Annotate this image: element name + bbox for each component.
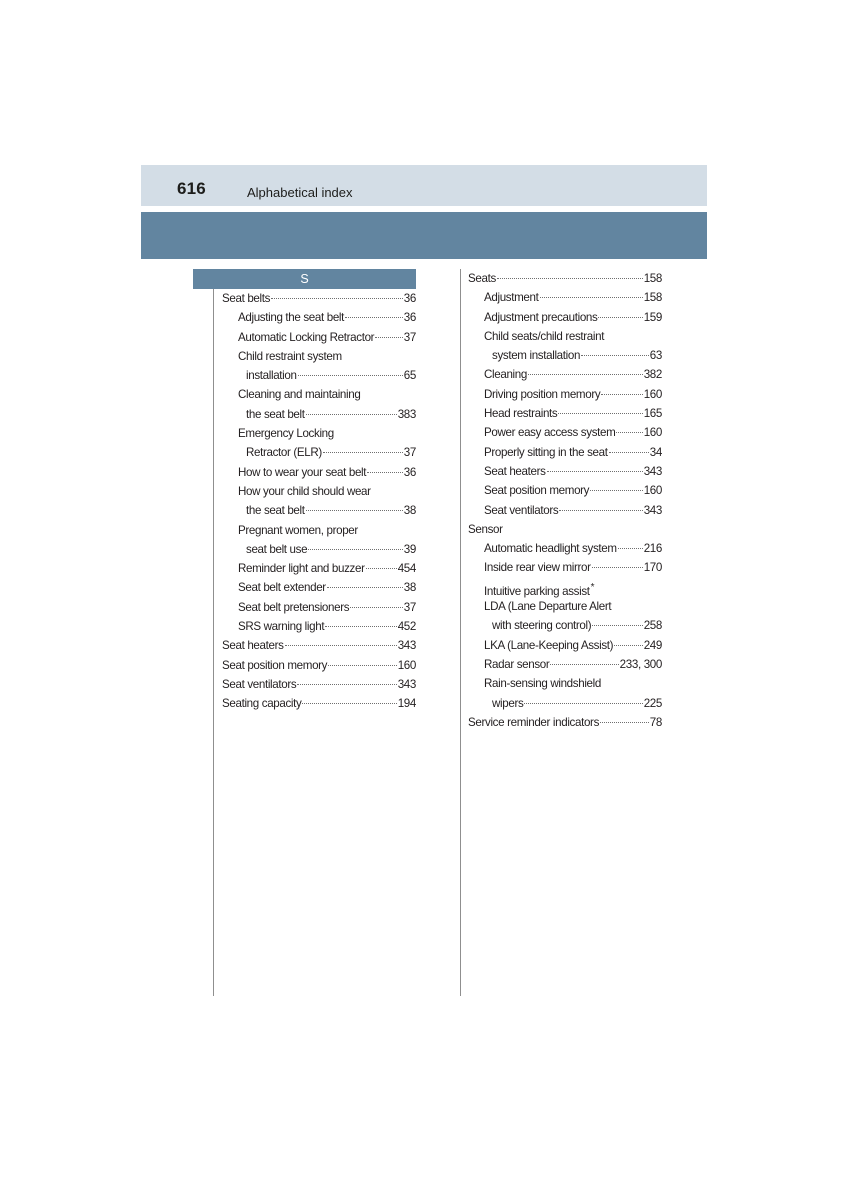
index-entry-page: 36 (403, 311, 416, 325)
dot-leader (618, 548, 643, 549)
right-column-rule (460, 269, 461, 996)
index-entry-text: Head restraints (484, 407, 558, 421)
index-entry-text: wipers (492, 696, 524, 710)
dot-leader (297, 684, 396, 685)
index-entry (222, 578, 416, 597)
dot-leader (367, 472, 403, 473)
index-entry-text: seat belt use (246, 542, 308, 556)
dot-leader (540, 297, 643, 298)
index-entry (468, 327, 662, 346)
index-entry-page: 34 (649, 445, 662, 459)
index-entry-text: Driving position memory (484, 387, 601, 401)
dot-leader (325, 626, 397, 627)
index-entry-text: Power easy access system (484, 426, 616, 440)
index-entry (222, 656, 416, 675)
index-entry (468, 269, 662, 288)
index-entry (222, 675, 416, 694)
index-entry-text: Pregnant women, proper (238, 523, 358, 537)
index-entry-text: Adjustment (484, 291, 539, 305)
index-entry-text: Automatic Locking Retractor (238, 330, 375, 344)
index-entry (468, 385, 662, 404)
index-entry-text: Seat belts (222, 292, 271, 305)
index-entry-text: Rain-sensing windshield (484, 677, 601, 691)
index-entry-page: 160 (397, 658, 416, 672)
index-entry (222, 636, 416, 655)
index-entry (468, 539, 662, 558)
index-entry-page: 343 (397, 677, 416, 691)
index-entry-text: LKA (Lane-Keeping Assist) (484, 638, 614, 652)
dot-leader (306, 414, 397, 415)
index-entry-text: Seating capacity (222, 697, 302, 711)
index-entry-text: system installation (492, 349, 581, 363)
dot-leader (323, 452, 403, 453)
index-entry-page: 194 (397, 697, 416, 711)
index-entry-text: LDA (Lane Departure Alert (484, 600, 612, 614)
index-entry (468, 655, 662, 674)
index-entry-page: 343 (643, 503, 662, 517)
dot-leader (598, 317, 642, 318)
index-entry (468, 597, 662, 616)
dot-leader (558, 413, 642, 414)
index-entry-text: with steering control) (492, 619, 592, 633)
index-entry-page: 39 (403, 542, 416, 556)
dot-leader (592, 625, 642, 626)
index-column-right (468, 269, 662, 732)
index-entry (468, 462, 662, 481)
index-entry (468, 501, 662, 520)
dot-leader (590, 490, 643, 491)
index-entry (468, 443, 662, 462)
index-entry-text: Seat ventilators (484, 503, 559, 517)
index-entry (222, 308, 416, 327)
index-entry (468, 288, 662, 307)
dot-leader (497, 278, 643, 279)
left-column-rule (213, 289, 214, 996)
index-entry (222, 559, 416, 578)
index-entry-text: Properly sitting in the seat (484, 445, 608, 459)
index-entry (222, 540, 416, 559)
index-entry-text: Seat heaters (222, 639, 284, 653)
dot-leader (547, 471, 643, 472)
index-entry (222, 694, 416, 713)
index-entry-text: Child seats/child restraint (484, 329, 605, 343)
dot-leader (375, 337, 403, 338)
index-entry-text: Seat position memory (222, 658, 328, 672)
dot-leader (601, 394, 642, 395)
index-entry-page: 160 (643, 426, 662, 440)
index-entry (468, 423, 662, 442)
dot-leader (600, 722, 649, 723)
dot-leader (271, 298, 403, 299)
index-entry-text: Service reminder indicators (468, 715, 600, 729)
index-entry-page: 38 (403, 581, 416, 595)
index-entry-text: Seat position memory (484, 484, 590, 498)
dot-leader (366, 568, 397, 569)
index-entry-page: 233, 300 (619, 657, 662, 671)
index-entry (222, 521, 416, 540)
dot-leader (302, 703, 396, 704)
dot-leader (345, 317, 403, 318)
index-entry (222, 385, 416, 404)
index-entry (468, 404, 662, 423)
index-entry (222, 501, 416, 520)
dot-leader (350, 607, 403, 608)
page-number: 616 (177, 179, 206, 198)
index-entry-text: installation (246, 369, 297, 383)
index-entry-page: 382 (643, 368, 662, 382)
dot-leader (298, 375, 403, 376)
index-entry (222, 424, 416, 443)
index-entry-text: Seat ventilators (222, 677, 297, 691)
page-header (141, 165, 707, 206)
index-entry-page: 65 (403, 369, 416, 383)
dot-leader (306, 510, 403, 511)
index-entry-text: Adjustment precautions (484, 310, 598, 324)
index-entry-text: Intuitive parking assist (484, 584, 590, 598)
index-entry-text: How your child should wear (238, 484, 371, 498)
dot-leader (592, 567, 643, 568)
dot-leader (614, 645, 643, 646)
index-entry (222, 598, 416, 617)
index-entry-text: Emergency Locking (238, 427, 334, 441)
index-entry (468, 520, 662, 539)
index-entry-page: 158 (643, 291, 662, 305)
index-entry-text: Adjusting the seat belt (238, 311, 345, 325)
index-entry-page: 160 (643, 387, 662, 401)
dot-leader (327, 587, 403, 588)
index-entry-text: Automatic headlight system (484, 542, 617, 556)
index-entry (222, 482, 416, 501)
dot-leader (581, 355, 649, 356)
index-entry-text: the seat belt (246, 407, 305, 421)
index-entry-page: 343 (643, 464, 662, 478)
index-entry (468, 365, 662, 384)
index-entry-page: 37 (403, 330, 416, 344)
dot-leader (285, 645, 397, 646)
section-letter-heading: S (193, 269, 416, 289)
index-entry (222, 405, 416, 424)
index-entry-text: Inside rear view mirror (484, 561, 591, 575)
index-entry (222, 463, 416, 482)
index-entry-text: Cleaning (484, 368, 527, 382)
index-entry-page: 63 (649, 349, 662, 363)
index-entry (468, 636, 662, 655)
index-entry-page: 36 (403, 465, 416, 479)
index-entry-page: 37 (403, 446, 416, 460)
index-entry-page: 452 (397, 620, 416, 634)
index-entry-page: 165 (643, 407, 662, 421)
index-entry-page: 158 (643, 272, 662, 285)
index-entry (468, 481, 662, 500)
index-entry-page: 216 (643, 542, 662, 556)
index-entry (468, 713, 662, 732)
index-entry-text: Seat belt extender (238, 581, 326, 595)
index-entry (468, 674, 662, 693)
index-entry-page: 78 (649, 715, 662, 729)
index-entry-text: Seats (468, 272, 496, 285)
index-entry (468, 578, 662, 597)
dot-leader (524, 703, 642, 704)
index-entry-text: Cleaning and maintaining (238, 388, 361, 402)
index-entry-page: 258 (643, 619, 662, 633)
index-entry (222, 328, 416, 347)
index-entry (468, 616, 662, 635)
index-entry-page: 383 (397, 407, 416, 421)
index-entry-page: 37 (403, 600, 416, 614)
index-entry-text: How to wear your seat belt (238, 465, 367, 479)
index-entry-page: 38 (403, 504, 416, 518)
index-entry-page: 249 (643, 638, 662, 652)
index-entry (222, 289, 416, 308)
dot-leader (559, 510, 642, 511)
index-entry-text: SRS warning light (238, 620, 325, 634)
index-entry (222, 617, 416, 636)
index-entry (222, 347, 416, 366)
index-entry-text: Sensor (468, 522, 503, 536)
index-entry (468, 558, 662, 577)
index-entry (468, 694, 662, 713)
index-entry-text: Seat heaters (484, 464, 546, 478)
index-entry-page: 36 (403, 292, 416, 305)
dot-leader (328, 665, 397, 666)
dot-leader (308, 549, 403, 550)
header-band (141, 212, 707, 259)
footnote-mark: * (590, 581, 595, 593)
index-entry-page: 159 (643, 310, 662, 324)
index-entry-page: 160 (643, 484, 662, 498)
index-entry-text: Seat belt pretensioners (238, 600, 350, 614)
index-entry-page: 225 (643, 696, 662, 710)
index-entry-page: 170 (643, 561, 662, 575)
header-title: Alphabetical index (247, 185, 353, 200)
index-entry-text: the seat belt (246, 504, 305, 518)
index-entry (468, 346, 662, 365)
index-entry-page: 343 (397, 639, 416, 653)
index-entry-page: 454 (397, 562, 416, 576)
index-entry-text: Retractor (ELR) (246, 446, 322, 460)
index-column-left (222, 289, 416, 714)
dot-leader (528, 374, 643, 375)
dot-leader (550, 664, 618, 665)
index-entry (468, 308, 662, 327)
dot-leader (609, 452, 649, 453)
dot-leader (616, 432, 642, 433)
index-entry-text: Child restraint system (238, 349, 342, 363)
index-entry (222, 366, 416, 385)
index-entry-text: Reminder light and buzzer (238, 562, 365, 576)
index-entry-text: Radar sensor (484, 657, 550, 671)
index-entry (222, 443, 416, 462)
